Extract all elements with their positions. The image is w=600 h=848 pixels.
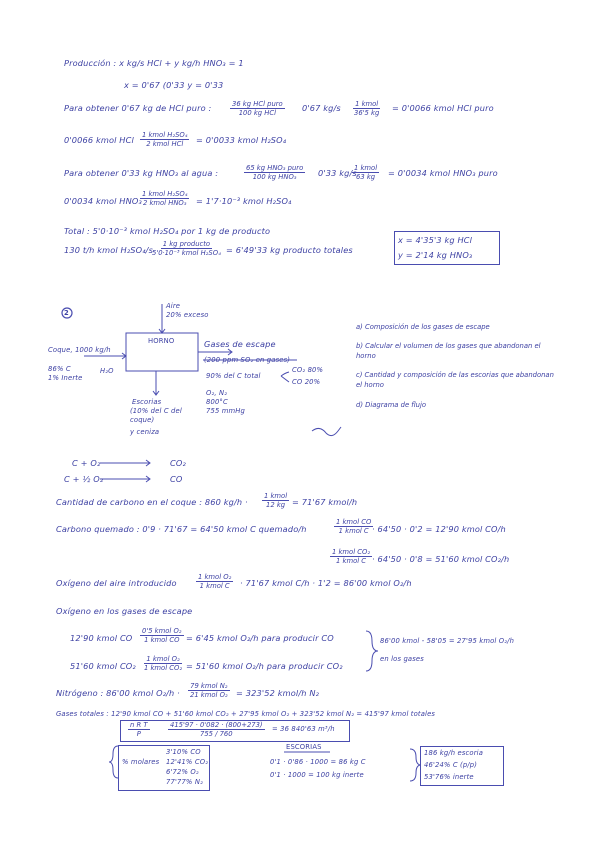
o2-co-result: = 6'45 kmol O₂/h para producir CO <box>186 633 334 643</box>
o2-co-label: 12'90 kmol CO <box>70 633 133 643</box>
hno3-fraction-2: 1 kmol 63 kg <box>354 164 378 181</box>
o2-co2-label: 51'60 kmol CO₂ <box>70 661 136 671</box>
gas-title: Gases de escape <box>204 339 276 349</box>
co-result: · 64'50 · 0'2 = 12'90 kmol CO/h <box>372 524 506 534</box>
result-x: x = 4'35'3 kg HCl <box>398 235 473 245</box>
hcl-rate: 0'67 kg/s <box>302 103 341 113</box>
gas-struck-note: (200 ppm SO₂ en gases) <box>204 356 291 364</box>
carbon-result: = 71'67 kmol/h <box>292 497 358 507</box>
h2so4-hno3-fraction: 1 kmol H₂SO₄ 2 kmol HNO₃ <box>142 190 188 207</box>
problem-marker: 2 <box>64 309 69 317</box>
oxygen-air-label: Oxígeno del aire introducido <box>56 578 177 588</box>
coke-inert: 1% Inerte <box>48 374 83 382</box>
reaction-1-lhs: C + O₂ <box>72 458 101 468</box>
ideal-gas-fraction: $\frac{\text{n R T}}{P}$ <box>130 721 148 738</box>
nitrogen-fraction: 79 kmol N₂ 21 kmol O₂ <box>190 682 228 699</box>
oxygen-air-fraction: 1 kmol O₂ 1 kmol C <box>198 573 232 590</box>
air-label: Aire <box>166 302 181 310</box>
coke-carbon: 86% C <box>48 365 71 373</box>
air-excess: 20% exceso <box>166 311 209 319</box>
hno3-result: = 0'0034 kmol HNO₃ puro <box>388 168 498 178</box>
hcl-result: = 0'0066 kmol HCl puro <box>392 103 494 113</box>
slag-note-2: coque) <box>130 416 155 424</box>
gas-carbon: 90% del C total <box>206 372 261 380</box>
reaction-2-rhs: CO <box>170 474 183 484</box>
production-equation: Producción : x kg/s HCl + y kg/h HNO₃ = 1 <box>64 58 244 68</box>
furnace-label: HORNO <box>148 337 175 345</box>
coke-feed: Coque, 1000 kg/h <box>48 346 111 354</box>
nitrogen-result: = 323'52 kmol/h N₂ <box>236 688 320 698</box>
molar-co2: 12'41% CO₂ <box>166 758 209 766</box>
question-d: d) Diagrama de flujo <box>356 401 427 409</box>
question-c: c) Cantidad y composición de las escorias que abandonan el horno <box>356 371 554 389</box>
gas-pressure: 755 mmHg <box>206 407 246 415</box>
slag-note-3: y ceniza <box>130 428 160 436</box>
hno3-rate: 0'33 kg/s <box>318 168 357 178</box>
co2-fraction: 1 kmol CO₂ 1 kmol C <box>332 548 371 565</box>
carbon-in-coke: Cantidad de carbono en el coque : 860 kg/h · <box>56 497 248 507</box>
slag-total: 186 kg/h escoria <box>424 749 484 757</box>
o2-remaining: 86'00 kmol - 58'05 = 27'95 kmol O₂/h <box>380 637 515 645</box>
slag-inert: 0'1 · 1000 = 100 kg inerte <box>270 771 364 779</box>
molar-o2: 6'72% O₂ <box>166 768 199 776</box>
total-product-label: 130 t/h kmol H₂SO₄/s <box>64 245 153 255</box>
gas-co: CO 20% <box>292 378 321 386</box>
hcl-line-label: Para obtener 0'67 kg de HCl puro : <box>64 103 212 113</box>
hno3-fraction-1: 65 kg HNO₃ puro 100 kg HNO₃ <box>246 164 304 181</box>
burnt-carbon: Carbono quemado : 0'9 · 71'67 = 64'50 kmol C quemado/h <box>56 524 307 534</box>
slag-label: Escorias <box>132 398 162 406</box>
gas-o2-n2: O₂, N₂ <box>206 389 228 397</box>
total-gases: Gases totales : 12'90 kmol CO + 51'60 kmol CO₂ + 27'95 kmol O₂ + 323'52 kmol N₂ = 415'97 kmol totales <box>56 710 436 718</box>
gas-temperature: 800°C <box>206 398 228 406</box>
total-h2so4: Total : 5'0·10⁻³ kmol H₂SO₄ por 1 kg de producto <box>64 226 271 236</box>
coke-water: H₂O <box>100 367 114 375</box>
question-a: a) Composición de los gases de escape <box>356 323 490 331</box>
slag-carbon: 0'1 · 0'86 · 1000 = 86 kg C <box>270 758 366 766</box>
total-product-fraction: 1 kg producto 5'0·10⁻³ kmol H₂SO₄ <box>152 240 221 257</box>
carbon-fraction: 1 kmol 12 kg <box>264 492 288 509</box>
o2-co2-result: = 51'60 kmol O₂/h para producir CO₂ <box>186 661 343 671</box>
hcl-fraction-1: 36 kg HCl puro 100 kg HCl <box>232 100 283 117</box>
reaction-2-lhs: C + ½ O₂ <box>64 474 104 484</box>
slag-note-1: (10% del C del <box>130 407 182 415</box>
slag-title: ESCORIAS <box>286 743 322 751</box>
question-b: b) Calcular el volumen de los gases que abandonan el horno <box>356 342 541 360</box>
molar-co: 3'10% CO <box>166 748 201 756</box>
oxygen-air-result: · 71'67 kmol C/h · 1'2 = 86'00 kmol O₂/h <box>240 578 412 588</box>
hcl-fraction-2: 1 kmol 36'5 kg <box>354 100 380 117</box>
o2-remaining-note: en los gases <box>380 655 424 663</box>
volume-result: = 36 840'63 m³/h <box>272 725 335 733</box>
volume-fraction: $\frac{415'97 \cdot 0'082 \cdot (800+273)}{755 / 760}$ <box>170 721 263 738</box>
slag-inert-pct: 53'76% inerte <box>424 773 474 781</box>
oxygen-exhaust-label: Oxígeno en los gases de escape <box>56 606 193 616</box>
nitrogen-label: Nitrógeno : 86'00 kmol O₂/h · <box>56 688 180 698</box>
hno3-line-label: Para obtener 0'33 kg HNO₃ al agua : <box>64 168 219 178</box>
production-split: x = 0'67 (0'33 y = 0'33 <box>124 80 224 90</box>
h2so4-hcl-fraction: 1 kmol H₂SO₄ 2 kmol HCl <box>142 131 188 148</box>
h2so4-hno3-result: = 1'7·10⁻³ kmol H₂SO₄ <box>196 196 292 206</box>
o2-co2-fraction: 1 kmol O₂ 1 kmol CO₂ <box>144 655 183 672</box>
co-fraction: 1 kmol CO 1 kmol C <box>336 518 372 535</box>
molar-n2: 77'77% N₂ <box>166 778 203 786</box>
co2-result: · 64'50 · 0'8 = 51'60 kmol CO₂/h <box>372 554 510 564</box>
molar-label: % molares <box>122 758 160 766</box>
gas-co2: CO₂ 80% <box>292 366 324 374</box>
result-y: y = 2'14 kg HNO₃ <box>398 250 473 260</box>
slag-carbon-pct: 46'24% C (p/p) <box>424 761 478 769</box>
h2so4-hcl-result: = 0'0033 kmol H₂SO₄ <box>196 135 287 145</box>
o2-co-fraction: 0'5 kmol O₂ 1 kmol CO <box>142 627 182 644</box>
h2so4-hno3-label: 0'0034 kmol HNO₃ <box>64 196 142 206</box>
reaction-1-rhs: CO₂ <box>170 458 186 468</box>
total-product-result: = 6'49'33 kg producto totales <box>226 245 353 255</box>
h2so4-hcl-label: 0'0066 kmol HCl <box>64 135 134 145</box>
